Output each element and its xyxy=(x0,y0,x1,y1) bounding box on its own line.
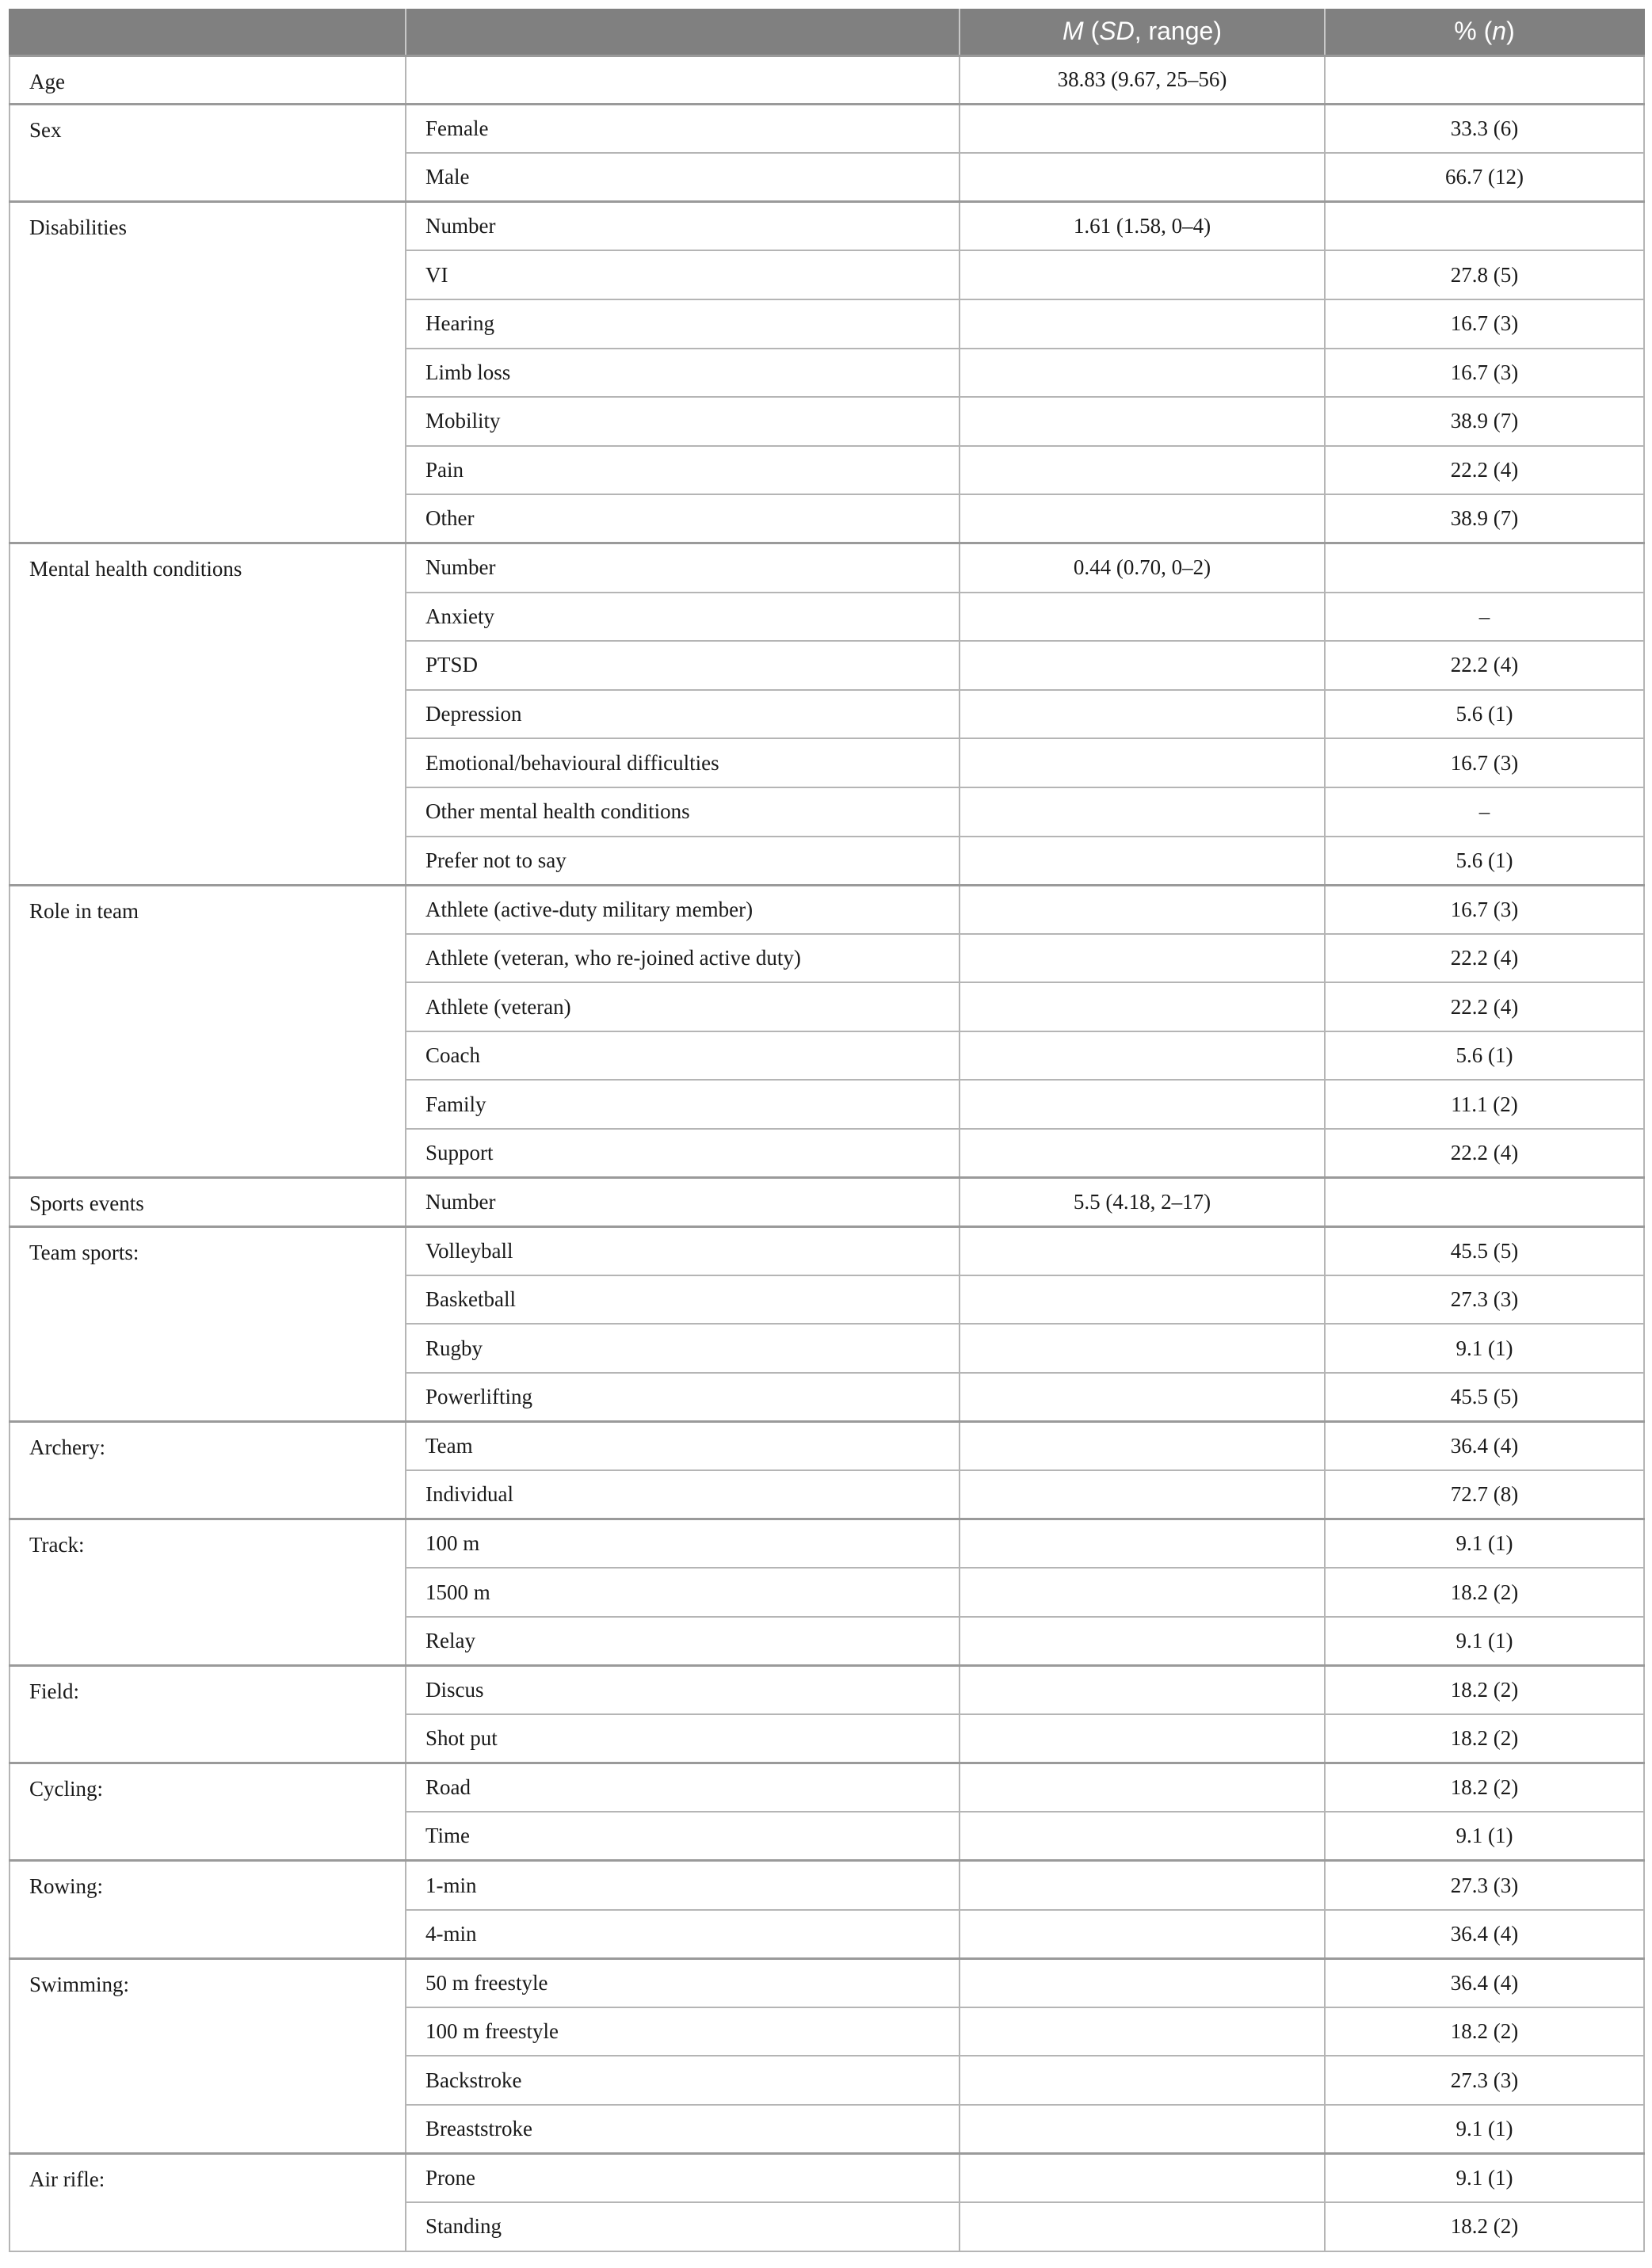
row-mean-value xyxy=(960,446,1325,495)
row-group-label: Cycling: xyxy=(10,1763,406,1861)
table-header xyxy=(10,9,1644,55)
row-subcategory: 1500 m xyxy=(406,1568,960,1617)
row-mean-value xyxy=(960,690,1325,739)
row-mean-value xyxy=(960,1958,1325,2007)
row-group-label: Mental health conditions xyxy=(10,543,406,885)
row-percent-value: 22.2 (4) xyxy=(1325,982,1644,1031)
row-subcategory: Number xyxy=(406,202,960,251)
row-subcategory: Athlete (active-duty military member) xyxy=(406,885,960,934)
row-mean-value xyxy=(960,1812,1325,1861)
row-group-label: Air rifle: xyxy=(10,2154,406,2251)
row-percent-value: 18.2 (2) xyxy=(1325,1763,1644,1812)
row-percent-value: 9.1 (1) xyxy=(1325,2105,1644,2154)
row-mean-value xyxy=(960,153,1325,202)
row-group-label: Track: xyxy=(10,1519,406,1666)
row-subcategory: Family xyxy=(406,1080,960,1129)
table-row xyxy=(10,1958,1644,2007)
row-subcategory: Athlete (veteran) xyxy=(406,982,960,1031)
row-subcategory: Male xyxy=(406,153,960,202)
row-subcategory: PTSD xyxy=(406,641,960,690)
row-mean-value xyxy=(960,593,1325,642)
row-group-label: Sports events xyxy=(10,1178,406,1227)
row-percent-value: 18.2 (2) xyxy=(1325,1666,1644,1715)
row-percent-value: 22.2 (4) xyxy=(1325,446,1644,495)
row-percent-value: 11.1 (2) xyxy=(1325,1080,1644,1129)
row-subcategory: Powerlifting xyxy=(406,1373,960,1422)
row-mean-value xyxy=(960,1275,1325,1325)
table-row xyxy=(10,543,1644,593)
row-subcategory: Other mental health conditions xyxy=(406,787,960,837)
row-mean-value xyxy=(960,738,1325,787)
row-subcategory: 1-min xyxy=(406,1861,960,1910)
row-subcategory: Time xyxy=(406,1812,960,1861)
row-subcategory: Number xyxy=(406,543,960,593)
row-mean-value xyxy=(960,787,1325,837)
row-subcategory: 100 m freestyle xyxy=(406,2007,960,2056)
row-subcategory: Volleyball xyxy=(406,1226,960,1275)
header-mean-sd-range xyxy=(960,9,1325,55)
row-mean-value xyxy=(960,1861,1325,1910)
row-mean-value xyxy=(960,2105,1325,2154)
table-body xyxy=(10,55,1644,2251)
header-paren: ( xyxy=(1083,17,1100,46)
row-percent-value xyxy=(1325,543,1644,593)
table-row xyxy=(10,1226,1644,1275)
row-percent-value: 9.1 (1) xyxy=(1325,1617,1644,1666)
table-row xyxy=(10,105,1644,154)
row-mean-value xyxy=(960,494,1325,543)
row-subcategory: Female xyxy=(406,105,960,154)
row-percent-value: 5.6 (1) xyxy=(1325,690,1644,739)
row-mean-value xyxy=(960,1373,1325,1422)
row-percent-value: 27.3 (3) xyxy=(1325,1861,1644,1910)
row-mean-value xyxy=(960,1422,1325,1471)
table-row xyxy=(10,1666,1644,1715)
row-mean-value xyxy=(960,1763,1325,1812)
row-subcategory: Pain xyxy=(406,446,960,495)
table-row xyxy=(10,885,1644,934)
header-percent-n xyxy=(1325,9,1644,55)
row-group-label: Sex xyxy=(10,105,406,202)
table-row xyxy=(10,1422,1644,1471)
row-percent-value: 5.6 (1) xyxy=(1325,837,1644,886)
table-row xyxy=(10,1519,1644,1569)
row-percent-value: 27.3 (3) xyxy=(1325,2056,1644,2105)
row-mean-value xyxy=(960,1470,1325,1519)
header-row xyxy=(10,9,1644,55)
row-percent-value: 36.4 (4) xyxy=(1325,1910,1644,1959)
row-group-label: Disabilities xyxy=(10,202,406,543)
row-mean-value: 38.83 (9.67, 25–56) xyxy=(960,55,1325,105)
row-mean-value: 5.5 (4.18, 2–17) xyxy=(960,1178,1325,1227)
row-subcategory: Depression xyxy=(406,690,960,739)
row-percent-value: 16.7 (3) xyxy=(1325,299,1644,349)
row-mean-value xyxy=(960,1031,1325,1081)
row-mean-value: 1.61 (1.58, 0–4) xyxy=(960,202,1325,251)
row-subcategory: Support xyxy=(406,1129,960,1178)
row-percent-value: 45.5 (5) xyxy=(1325,1226,1644,1275)
row-percent-value: 18.2 (2) xyxy=(1325,1714,1644,1763)
row-percent-value: 18.2 (2) xyxy=(1325,2007,1644,2056)
demographics-table xyxy=(9,9,1645,2252)
row-mean-value xyxy=(960,641,1325,690)
row-percent-value: 72.7 (8) xyxy=(1325,1470,1644,1519)
row-percent-value: 22.2 (4) xyxy=(1325,1129,1644,1178)
table-row xyxy=(10,1763,1644,1812)
header-range: , range) xyxy=(1134,17,1222,46)
row-subcategory: Prone xyxy=(406,2154,960,2203)
row-percent-value: 9.1 (1) xyxy=(1325,2154,1644,2203)
row-subcategory: Road xyxy=(406,1763,960,1812)
row-subcategory: Team xyxy=(406,1422,960,1471)
row-mean-value xyxy=(960,105,1325,154)
row-percent-value xyxy=(1325,1178,1644,1227)
row-group-label: Team sports: xyxy=(10,1226,406,1421)
row-percent-value: 33.3 (6) xyxy=(1325,105,1644,154)
row-mean-value xyxy=(960,250,1325,299)
row-mean-value xyxy=(960,299,1325,349)
row-subcategory: Shot put xyxy=(406,1714,960,1763)
row-percent-value: 16.7 (3) xyxy=(1325,885,1644,934)
row-mean-value xyxy=(960,1617,1325,1666)
row-subcategory: Emotional/behavioural difficulties xyxy=(406,738,960,787)
row-subcategory: VI xyxy=(406,250,960,299)
row-percent-value: 22.2 (4) xyxy=(1325,641,1644,690)
row-mean-value xyxy=(960,934,1325,983)
row-mean-value xyxy=(960,1080,1325,1129)
row-percent-value: 27.3 (3) xyxy=(1325,1275,1644,1325)
table-row xyxy=(10,2154,1644,2203)
row-mean-value xyxy=(960,349,1325,398)
table-row xyxy=(10,1178,1644,1227)
row-percent-value: 16.7 (3) xyxy=(1325,738,1644,787)
row-subcategory: Coach xyxy=(406,1031,960,1081)
header-subcategory xyxy=(406,9,960,55)
row-percent-value: 38.9 (7) xyxy=(1325,397,1644,446)
row-percent-value: 5.6 (1) xyxy=(1325,1031,1644,1081)
row-subcategory: Relay xyxy=(406,1617,960,1666)
row-percent-value: 9.1 (1) xyxy=(1325,1812,1644,1861)
table-row xyxy=(10,1861,1644,1910)
row-percent-value: 22.2 (4) xyxy=(1325,934,1644,983)
row-mean-value xyxy=(960,837,1325,886)
row-subcategory: 4-min xyxy=(406,1910,960,1959)
row-mean-value xyxy=(960,1666,1325,1715)
row-group-label: Archery: xyxy=(10,1422,406,1519)
row-subcategory: Standing xyxy=(406,2202,960,2251)
header-n: n xyxy=(1492,17,1507,46)
row-mean-value xyxy=(960,1226,1325,1275)
row-percent-value xyxy=(1325,202,1644,251)
row-group-label: Role in team xyxy=(10,885,406,1178)
row-group-label: Age xyxy=(10,55,406,105)
row-subcategory: Athlete (veteran, who re-joined active duty) xyxy=(406,934,960,983)
row-subcategory: Mobility xyxy=(406,397,960,446)
row-mean-value xyxy=(960,2007,1325,2056)
row-subcategory: Basketball xyxy=(406,1275,960,1325)
row-percent-value: 18.2 (2) xyxy=(1325,2202,1644,2251)
table-row xyxy=(10,202,1644,251)
header-percent: % ( xyxy=(1454,17,1493,46)
row-percent-value: 9.1 (1) xyxy=(1325,1519,1644,1569)
row-subcategory: Rugby xyxy=(406,1324,960,1373)
row-percent-value: – xyxy=(1325,593,1644,642)
row-mean-value xyxy=(960,885,1325,934)
row-mean-value xyxy=(960,1714,1325,1763)
row-subcategory: Anxiety xyxy=(406,593,960,642)
row-subcategory: Breaststroke xyxy=(406,2105,960,2154)
row-subcategory: Individual xyxy=(406,1470,960,1519)
header-category xyxy=(10,9,406,55)
row-mean-value xyxy=(960,2056,1325,2105)
row-group-label: Field: xyxy=(10,1666,406,1763)
row-subcategory: Limb loss xyxy=(406,349,960,398)
row-percent-value: 36.4 (4) xyxy=(1325,1958,1644,2007)
row-mean-value xyxy=(960,2202,1325,2251)
row-subcategory xyxy=(406,55,960,105)
row-percent-value: 38.9 (7) xyxy=(1325,494,1644,543)
row-percent-value: 18.2 (2) xyxy=(1325,1568,1644,1617)
header-sd: SD xyxy=(1099,17,1135,46)
row-mean-value xyxy=(960,1910,1325,1959)
row-mean-value xyxy=(960,1129,1325,1178)
row-percent-value: 9.1 (1) xyxy=(1325,1324,1644,1373)
row-subcategory: 100 m xyxy=(406,1519,960,1569)
row-percent-value xyxy=(1325,55,1644,105)
row-subcategory: Discus xyxy=(406,1666,960,1715)
row-mean-value xyxy=(960,1568,1325,1617)
row-percent-value: 66.7 (12) xyxy=(1325,153,1644,202)
row-percent-value: 16.7 (3) xyxy=(1325,349,1644,398)
row-mean-value xyxy=(960,397,1325,446)
row-mean-value xyxy=(960,1324,1325,1373)
row-percent-value: 27.8 (5) xyxy=(1325,250,1644,299)
row-mean-value: 0.44 (0.70, 0–2) xyxy=(960,543,1325,593)
row-group-label: Swimming: xyxy=(10,1958,406,2153)
table-row xyxy=(10,55,1644,105)
row-percent-value: – xyxy=(1325,787,1644,837)
row-percent-value: 36.4 (4) xyxy=(1325,1422,1644,1471)
row-subcategory: Other xyxy=(406,494,960,543)
row-mean-value xyxy=(960,2154,1325,2203)
row-subcategory: Backstroke xyxy=(406,2056,960,2105)
row-subcategory: Number xyxy=(406,1178,960,1227)
row-subcategory: 50 m freestyle xyxy=(406,1958,960,2007)
row-percent-value: 45.5 (5) xyxy=(1325,1373,1644,1422)
header-close: ) xyxy=(1506,17,1515,46)
row-subcategory: Hearing xyxy=(406,299,960,349)
row-group-label: Rowing: xyxy=(10,1861,406,1958)
row-subcategory: Prefer not to say xyxy=(406,837,960,886)
row-mean-value xyxy=(960,982,1325,1031)
header-m: M xyxy=(1063,17,1084,46)
row-mean-value xyxy=(960,1519,1325,1569)
